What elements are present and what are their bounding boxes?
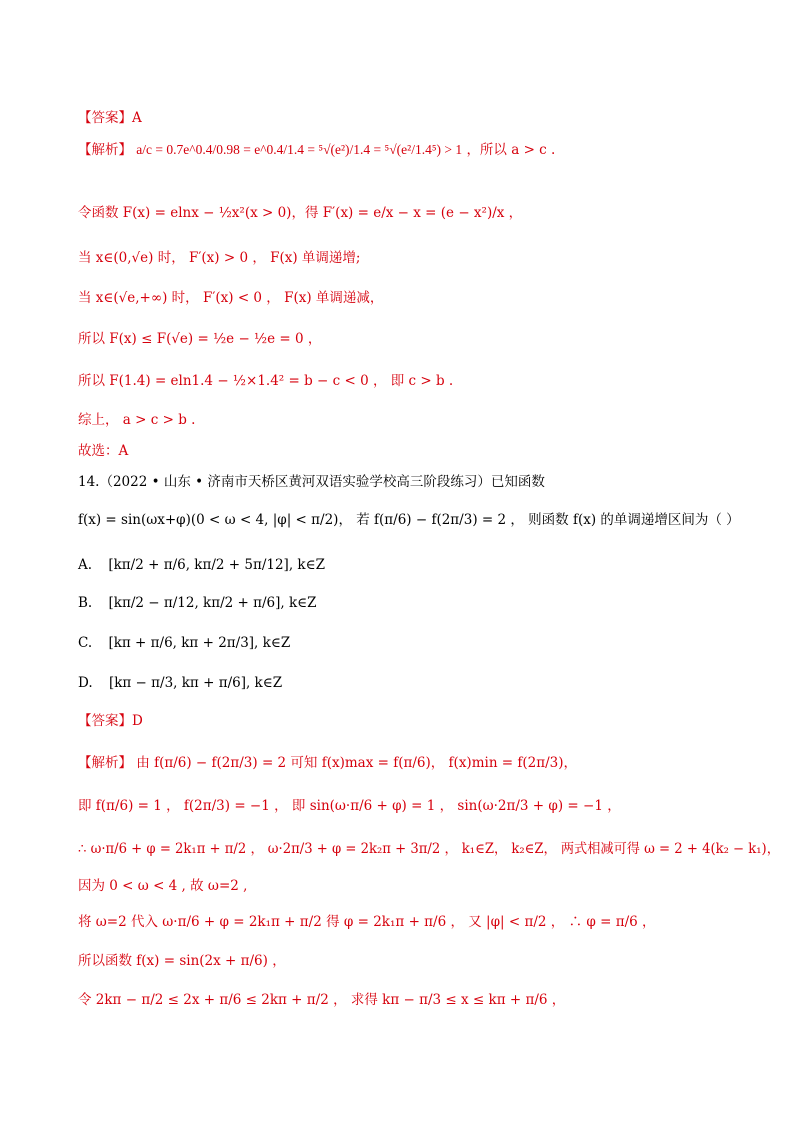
analysis-label: 【解析】 xyxy=(78,142,132,158)
step-line: 令函数 F(x) = elnx − ½x²(x > 0)，得 F′(x) = e/x − x = (e − x²)/x ， xyxy=(78,205,523,221)
analysis-label: 【解析】 xyxy=(78,755,132,771)
option-label: D. xyxy=(78,675,93,691)
option-c xyxy=(78,637,290,651)
answer-a xyxy=(78,112,142,126)
analysis-2-line: 所以函数 f(x) = sin(2x + π/6) ， xyxy=(78,953,286,969)
step-line: 故选：A xyxy=(78,443,129,459)
option-label: A. xyxy=(78,557,93,573)
analysis-line-1 xyxy=(78,143,555,158)
step-line: 当 x∈(√e,+∞) 时， F′(x) < 0 ， F(x) 单调递减， xyxy=(78,290,384,306)
step-line: 当 x∈(0,√e) 时， F′(x) > 0 ， F(x) 单调递增; xyxy=(78,250,361,266)
step-line: 所以 F(x) ≤ F(√e) = ½e − ½e = 0 ， xyxy=(78,331,322,347)
option-text: [kπ − π/3, kπ + π/6], k∈Z xyxy=(108,675,283,691)
option-text: [kπ/2 − π/12, kπ/2 + π/6], k∈Z xyxy=(108,595,317,611)
analysis-2-line-1 xyxy=(78,757,577,771)
step-line: 所以 F(1.4) = eln1.4 − ½×1.4² = b − c < 0 ， 即 c > b . xyxy=(78,373,454,389)
answer-label: 【答案】 xyxy=(78,110,132,126)
analysis-text: 由 f(π/6) − f(2π/3) = 2 可知 f(x)max = f(π/6)， f(x)min = f(2π/3)， xyxy=(136,755,578,771)
analysis-formula: a/c = 0.7e^0.4/0.98 = e^0.4/1.4 = ⁵√(e²)/1.4 = ⁵√(e²/1.4⁵) > 1 xyxy=(136,142,463,157)
analysis-2-line: 将 ω=2 代入 ω·π/6 + φ = 2k₁π + π/2 得 φ = 2k₁π + π/6 ， 又 |φ| < π/2 ， ∴ φ = π/6 ， xyxy=(78,914,656,930)
analysis-conclusion: ，所以 a > c . xyxy=(466,142,556,158)
option-a xyxy=(78,559,325,573)
answer-label: 【答案】 xyxy=(78,713,132,729)
step-line: 综上， a > c > b . xyxy=(78,412,196,428)
option-label: B. xyxy=(78,595,93,611)
option-text: [kπ/2 + π/6, kπ/2 + 5π/12], k∈Z xyxy=(108,557,325,573)
option-b xyxy=(78,597,317,611)
answer-d xyxy=(78,715,143,729)
answer-value: A xyxy=(132,110,142,126)
question-14-header: 14.（2022 • 山东 • 济南市天桥区黄河双语实验学校高三阶段练习）已知函数 xyxy=(78,474,545,490)
analysis-2-line: 令 2kπ − π/2 ≤ 2x + π/6 ≤ 2kπ + π/2 ， 求得 kπ − π/3 ≤ x ≤ kπ + π/6 ， xyxy=(78,992,566,1008)
answer-value: D xyxy=(132,713,143,729)
question-14-stem: f(x) = sin(ωx+φ)(0 < ω < 4, |φ| < π/2)， 若 f(π/6) − f(2π/3) = 2 ， 则函数 f(x) 的单调递增区间为（ ） xyxy=(78,512,740,528)
option-label: C. xyxy=(78,635,93,651)
option-text: [kπ + π/6, kπ + 2π/3], k∈Z xyxy=(108,635,291,651)
option-d xyxy=(78,677,282,691)
analysis-2-line: 因为 0 < ω < 4 , 故 ω=2 , xyxy=(78,878,248,894)
analysis-2-line: ∴ ω·π/6 + φ = 2k₁π + π/2 ， ω·2π/3 + φ = 2k₂π + 3π/2 ， k₁∈Z， k₂∈Z， 两式相减可得 ω = 2 + 4(k₂ − k₁)， xyxy=(78,841,780,857)
analysis-2-line: 即 f(π/6) = 1 ， f(2π/3) = −1 ， 即 sin(ω·π/6 + φ) = 1 ， sin(ω·2π/3 + φ) = −1 ， xyxy=(78,798,621,814)
